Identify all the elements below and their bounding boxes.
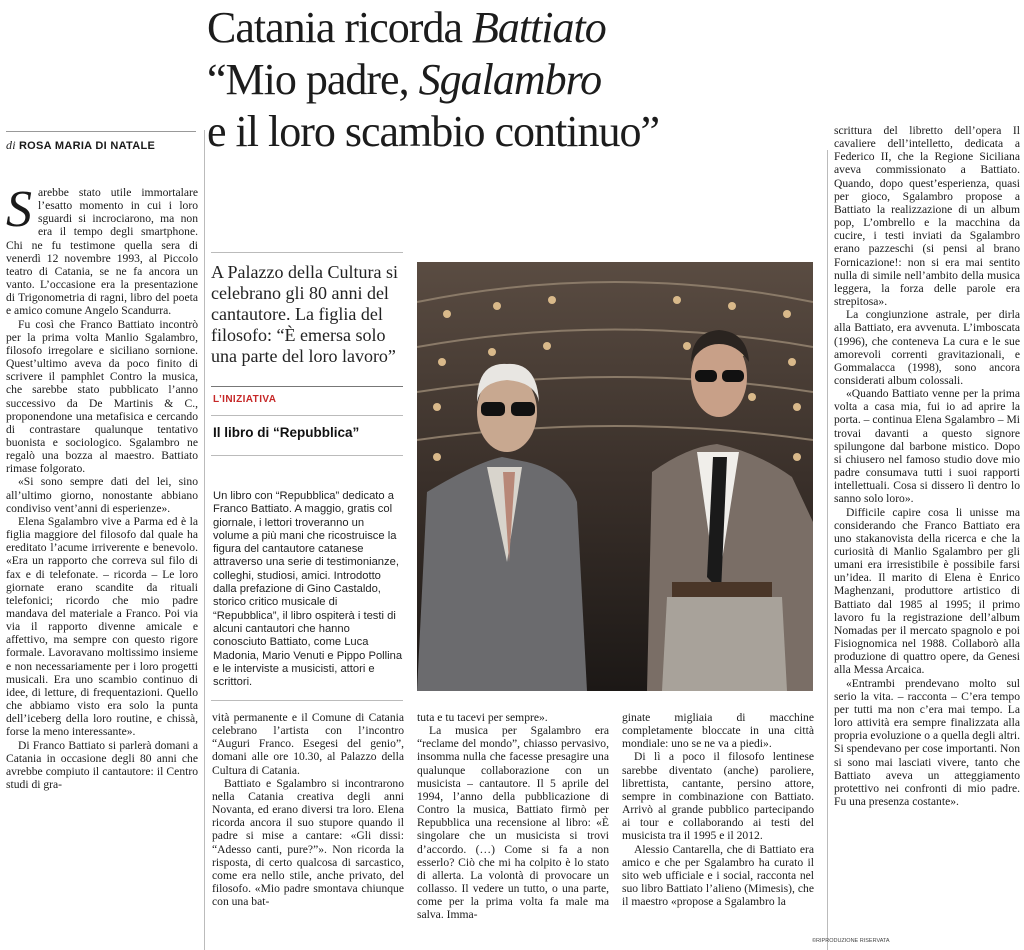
headline-line-2: “Mio padre, Sgalambro — [207, 55, 602, 104]
article-column-5 — [834, 124, 1020, 936]
paragraph: La congiunzione astrale, per dirla alla Battiato, era avvenuta. L’imboscata (1996), che conteneva La cura e le sue amorevoli correnti gravitazionali, e Gommalacca (1998), sono ancora considerati album colossali. — [834, 308, 1020, 387]
author-name: ROSA MARIA DI NATALE — [18, 140, 156, 152]
paragraph: Di lì a poco il filosofo lentinese sarebbe diventato (anche) paroliere, librettista, cantante, persino attore, sempre in combinazione con Battiato. Arrivò al grande pubblico partecipando ai tour e collaborando ai testi del musicista tra il 1995 e il 2012. — [622, 750, 814, 843]
column-rule — [827, 150, 828, 950]
paragraph: tuta e tu tacevi per sempre». — [417, 711, 548, 724]
paragraph: Fu così che Franco Battiato incontrò per la prima volta Manlio Sgalambro, filosofo irregolare e siciliano sornione. Quest’ultimo aveva da poco finito di scrivere il pamphlet Contro la musica, che sarebbe stato pubblicato l’anno successivo da De Martinis & C., proponendone una metafisica e cercando di contrastare qualunque tentativo buonista e sociologico. Sgalambro ne regalò una bozza al maestro. Battiato rimase folgorato. — [6, 317, 198, 476]
paragraph: «Entrambi prendevano molto sul serio la vita. – racconta – C’era tempo per tutti ma non c’era mai tempo. La loro attività era sempre finalizzata alla propria evoluzione o a quella degli altri. Si spendevano per cose importanti. Non si sono mai lasciati vivere, tanto che Battiato aveva un atteggiamento protettivo nei confronti di mio padre. Fu una presenza costante». — [834, 676, 1020, 808]
paragraph: scrittura del libretto dell’opera Il cavaliere dell’intelletto, dedicata a Federico II, che la Regione Siciliana aveva commissionato a Battiato. Quando, dopo quest’esperienza, quasi per gioco, Sgalambro propose a Battiato la realizzazione di un album pop, L’ombrello e la macchina da cucire, i testi inviati da Sgalambro erano pazzeschi (si pensi al brano Fornicazione!: non si era mai sentito nulla di simile nell’ambito della musica leggera, la forza delle parole era strepitosa». — [834, 124, 1020, 309]
paragraph: «Quando Battiato venne per la prima volta a casa mia, fui io ad aprire la porta. – continua Elena Sgalambro – Mi trovai davanti a questo signore spilungone dal barbone mistico. Dopo si chiusero nel famoso studio dove mio padre consumava tutti i suoi rapporti intellettuali. Cosa si dissero lì dentro lo sanno solo loro». — [834, 387, 1020, 506]
box-rule — [211, 386, 403, 387]
box-rule — [211, 455, 403, 456]
kicker-summary: A Palazzo della Cultura si celebrano gli 80 anni del cantautore. La figlia del filosofo: “È emersa solo una parte del loro lavoro” — [211, 262, 398, 366]
theater-photo-illustration — [417, 262, 813, 691]
headline-line-3: e il loro scambio continuo” — [207, 107, 659, 156]
byline: di ROSA MARIA DI NATALE — [6, 131, 196, 153]
photo-battiato-sgalambro — [417, 262, 813, 691]
copyright-note: ©RIPRODUZIONE RISERVATA — [812, 938, 890, 944]
article-column-1 — [6, 186, 198, 950]
paragraph: La musica per Sgalambro era “reclame del mondo”, chiasso pervasivo, insomma nulla che facesse presagire una qualunque collaborazione con un musicista – cantautore. Il 5 aprile del 1994, l’anno della pubblicazione di Contro la musica, Battiato firmò per Repubblica una recensione al libro: «È singolare che un musicista si trovi d’accordo. (…) Come si fa a non esserlo? Ciò che mi ha colpito è lo stato di allerta. La volontà di provocare un collasso. Il vedere un tutto, o una parte, come per la prima volta fa male ma salva. Imma- — [417, 724, 609, 922]
headline-line-1: Catania ricorda Battiato — [207, 3, 606, 52]
paragraph: Elena Sgalambro vive a Parma ed è la figlia maggiore del filosofo dal quale ha ereditato l’acume irriverente e benevolo. «Era un rapporto che correva sul filo di fax e di telefonate. – ricorda – Le loro giornate erano scandite da rituali telefonici; ricordo che mio padre mandava del materiale a Franco. Poi via via il rapporto divenne amicale e affettivo, ma sempre con questo rigore formale. Lavoravano moltissimo insieme e non necessariamente per i loro progetti musicali. Era uno scambio continuo di idee, di letture, di frequentazioni. Quello che abbiamo visto era solo la punta dell’iceberg della loro routine, e chissà, forse la meno interessante». — [6, 514, 198, 739]
article-column-3 — [417, 711, 609, 950]
article-column-2 — [212, 711, 404, 950]
paragraph: arebbe stato utile immortalare l’esatto momento in cui i loro sguardi si incrociarono, ma non era il tempo degli smartphone. Chi ne fu testimone quella sera di venerdì 12 novembre 1993, al Piccolo teatro di Catania, se ne fa ancora un vanto. L’occasione era la presentazione di Trigonometria di ragni, libro del poeta e amico comune Angelo Scandurra. — [6, 186, 198, 318]
box-text: Un libro con “Repubblica” dedicato a Franco Battiato. A maggio, gratis col giornale, i lettori troveranno un volume a più mani che ricostruisce la figura del cantautore catanese attraverso una serie di testimonianze, colleghi, studiosi, amici. Introdotto dalla prefazione di Gino Castaldo, storico critico musicale di “Repubblica”, il libro ospiterà i testi di alcuni cantautori che hanno conosciuto Battiato, come Luca Madonia, Mario Venuti e Pippo Pollina e le interviste a musicisti, attori e scrittori. — [213, 490, 403, 689]
section-tag: L’INIZIATIVA — [213, 394, 277, 405]
box-title: Il libro di “Repubblica” — [213, 425, 360, 440]
kicker-rule — [211, 252, 403, 253]
box-rule — [211, 415, 403, 416]
paragraph: Battiato e Sgalambro si incontrarono nella Catania creativa degli anni Novanta, ed erano diversi tra loro. Elena ricorda ancora il suo stupore quando il padre si mise a cantare: «Gli dissi: “Adesso canti, pure?”». Non ricorda la risposta, di certo qualcosa di sarcastico, come era nello stile, anche privato, del filosofo. «Mio padre smontava chiunque con una bat- — [212, 776, 404, 909]
paragraph: Di Franco Battiato si parlerà domani a Catania in occasione degli 80 anni che avrebbe compiuto il cantautore: il Centro studi di gra- — [6, 738, 198, 792]
paragraph: Alessio Cantarella, che di Battiato era amico e che per Sgalambro ha curato il sito web ufficiale e i social, racconta nel suo libro Battiato l’alieno (Mimesis), che il maestro «propose a Sgalambro la — [622, 842, 814, 909]
paragraph: ginate migliaia di macchine completamente bloccate in una città mondiale: uno se ne va a piedi». — [622, 711, 814, 751]
paragraph: Difficile capire cosa li unisse ma considerando che Franco Battiato era uno stakanovista della ricerca e che la curiosità di Manlio Sgalambro per gli umani era irresistibile è possibile farsi un’idea. Il marito di Elena è Enrico Maghenzani, produttore artistico di Battiato dal 1985 al 1995; il primo lavoro fu la registrazione dell’album Nomadas per il mercato spagnolo e poi Fisiognomica nel 1988. Collaborò alla produzione di quattro opere, da Genesi alla Messa Arcaica. — [834, 505, 1020, 677]
headline — [207, 2, 817, 158]
drop-cap: S — [6, 186, 32, 238]
paragraph: vità permanente e il Comune di Catania celebrano l’artista con l’incontro “Auguri Franco. Esegesi del genio”, domani alle ore 10.30, al Palazzo della Cultura di Catania. — [212, 711, 404, 777]
column-rule — [204, 130, 205, 950]
paragraph: «Si sono sempre dati del lei, sino all’ultimo giorno, nonostante abbiano condiviso vent’anni di esperienze». — [6, 475, 198, 515]
article-column-4 — [622, 711, 814, 950]
box-rule — [211, 700, 403, 701]
